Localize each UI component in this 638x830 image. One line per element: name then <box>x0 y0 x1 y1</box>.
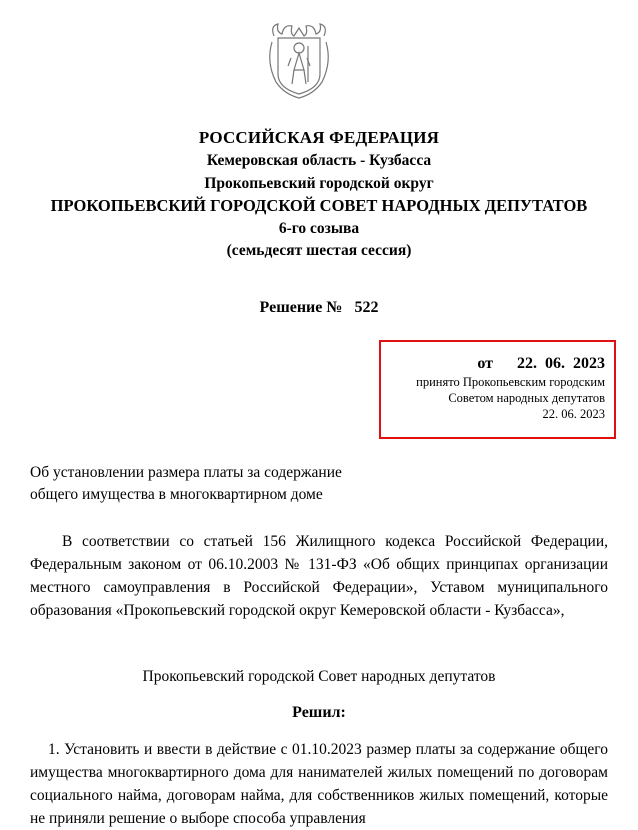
stamp-line-3: 22. 06. 2023 <box>542 407 605 421</box>
decision-title <box>0 299 638 317</box>
country-heading: РОССИЙСКАЯ ФЕДЕРАЦИЯ <box>198 128 440 147</box>
council-line: Прокопьевский городской Совет народных депутатов <box>142 668 496 685</box>
council-heading: ПРОКОПЬЕВСКИЙ ГОРОДСКОЙ СОВЕТ НАРОДНЫХ ДЕПУТАТОВ <box>50 196 588 215</box>
adoption-stamp <box>379 340 616 439</box>
decision-number: 522 <box>354 299 379 316</box>
district-heading: Прокопьевский городской округ <box>204 175 434 192</box>
stamp-line-1: принято Прокопьевским городским <box>416 375 605 389</box>
decision-label: Решение № <box>259 299 343 316</box>
stamp-line-2: Советом народных депутатов <box>448 391 605 405</box>
subject-line-1: Об установлении размера платы за содержание <box>30 464 342 481</box>
preamble-paragraph: В соответствии со статьей 156 Жилищного кодекса Российской Федерации, Федеральным законом от 06.10.2003 № 131-ФЗ «Об общих принципах организации местного самоуправления в Российской Федерации», Уставом муниципального образования «Прокопьевский городской округ Кемеровской области - Кузбасса», <box>30 533 608 619</box>
subject-line-2: общего имущества в многоквартирном доме <box>30 486 323 503</box>
region-heading: Кемеровская область - Кузбасса <box>206 152 432 169</box>
stamp-date: от 22. 06. 2023 <box>477 355 605 372</box>
convocation-heading: 6-го созыва <box>278 220 360 237</box>
document-subject <box>30 462 342 506</box>
item-1-paragraph: 1. Установить и ввести в действие с 01.10.2023 размер платы за содержание общего имущества многоквартирного дома для нанимателей жилых помещений по договорам социального найма, договорам найма, для собственников жилых помещений, которые не приняли решение о выборе способа управления <box>30 741 608 827</box>
coat-of-arms-emblem <box>264 18 334 102</box>
resolved-heading: Решил: <box>292 704 346 721</box>
session-heading: (семьдесят шестая сессия) <box>226 242 412 259</box>
